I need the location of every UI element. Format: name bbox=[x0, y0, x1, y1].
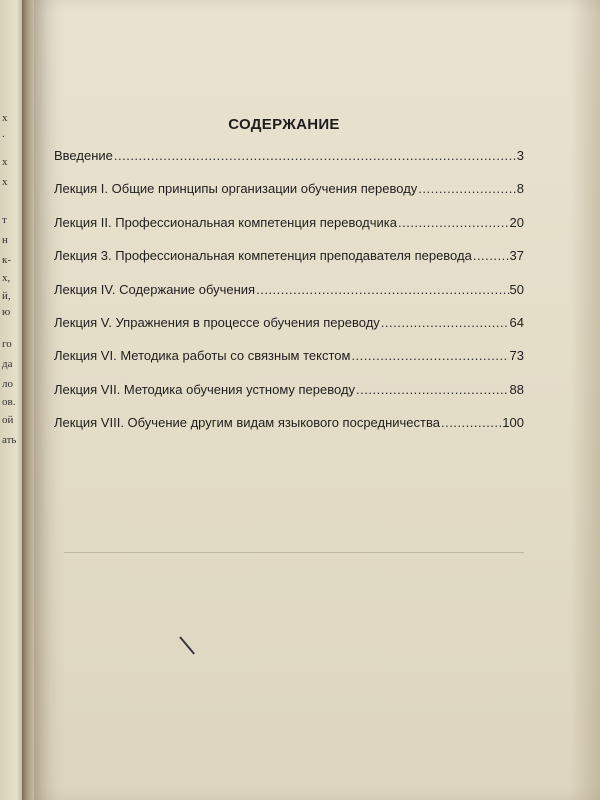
toc-leader bbox=[351, 348, 508, 363]
toc-entry-page: 20 bbox=[509, 214, 524, 230]
left-page-fragment: к- bbox=[2, 254, 12, 266]
left-page-edge bbox=[0, 0, 24, 800]
left-page-fragment: ов. bbox=[2, 396, 16, 408]
left-page-fragment: ю bbox=[2, 306, 11, 318]
left-page-fragment: х, bbox=[2, 272, 11, 284]
toc-entry bbox=[54, 215, 524, 248]
toc-leader bbox=[441, 415, 501, 430]
left-page-fragment: ло bbox=[2, 378, 13, 390]
left-page-fragment: х bbox=[2, 112, 8, 124]
toc-leader bbox=[356, 382, 509, 397]
toc-leader bbox=[398, 215, 509, 230]
left-page-fragment: . bbox=[2, 128, 5, 140]
toc-leader bbox=[418, 181, 515, 196]
toc-entry-page: 37 bbox=[509, 248, 524, 264]
left-page-fragment: т bbox=[2, 214, 7, 226]
toc-entry-label: Лекция 3. Профессиональная компетенция преподавателя перевода bbox=[54, 248, 472, 264]
toc-entry bbox=[54, 282, 524, 315]
toc-entry-label: Лекция VIII. Обучение другим видам языкового посредничества bbox=[54, 415, 440, 431]
toc-leader bbox=[473, 248, 509, 263]
table-of-contents bbox=[54, 148, 524, 449]
toc-entry bbox=[54, 348, 524, 381]
toc-entry-label: Лекция II. Профессиональная компетенция переводчика bbox=[54, 214, 397, 230]
toc-entry bbox=[54, 382, 524, 415]
left-page-fragment: х bbox=[2, 176, 8, 188]
contents-page bbox=[34, 0, 600, 800]
toc-entry-page: 50 bbox=[509, 281, 524, 297]
left-page-fragment: н bbox=[2, 234, 8, 246]
left-page-fragment: й, bbox=[2, 290, 11, 302]
left-page-fragment: го bbox=[2, 338, 12, 350]
toc-entry-page: 100 bbox=[502, 415, 524, 431]
toc-entry-page: 88 bbox=[509, 381, 524, 397]
toc-leader bbox=[114, 148, 516, 163]
page-title: СОДЕРЖАНИЕ bbox=[228, 116, 340, 133]
toc-entry-label: Лекция VI. Методика работы со связным текстом bbox=[54, 348, 351, 364]
pencil-mark bbox=[179, 636, 195, 654]
toc-entry bbox=[54, 248, 524, 281]
toc-entry bbox=[54, 415, 524, 448]
toc-entry-page: 64 bbox=[509, 314, 524, 330]
toc-entry-label: Лекция IV. Содержание обучения bbox=[54, 281, 256, 297]
toc-leader bbox=[381, 315, 509, 330]
toc-leader bbox=[256, 282, 508, 297]
toc-entry-page: 73 bbox=[509, 348, 524, 364]
toc-entry-label: Введение bbox=[54, 148, 113, 163]
left-page-fragment: да bbox=[2, 358, 13, 370]
bleed-through-rule bbox=[64, 552, 524, 553]
left-page-fragment: ой bbox=[2, 414, 14, 426]
left-page-fragment: ать bbox=[2, 434, 17, 446]
toc-entry bbox=[54, 148, 524, 181]
toc-entry-label: Лекция VII. Методика обучения устному переводу bbox=[54, 381, 356, 397]
toc-entry-label: Лекция V. Упражнения в процессе обучения переводу bbox=[54, 314, 380, 330]
toc-entry-page: 8 bbox=[516, 181, 524, 197]
left-page-fragment: х bbox=[2, 156, 8, 168]
toc-entry-label: Лекция I. Общие принципы организации обучения переводу bbox=[54, 181, 418, 197]
toc-entry bbox=[54, 181, 524, 214]
toc-entry bbox=[54, 315, 524, 348]
toc-entry-page: 3 bbox=[516, 148, 524, 163]
